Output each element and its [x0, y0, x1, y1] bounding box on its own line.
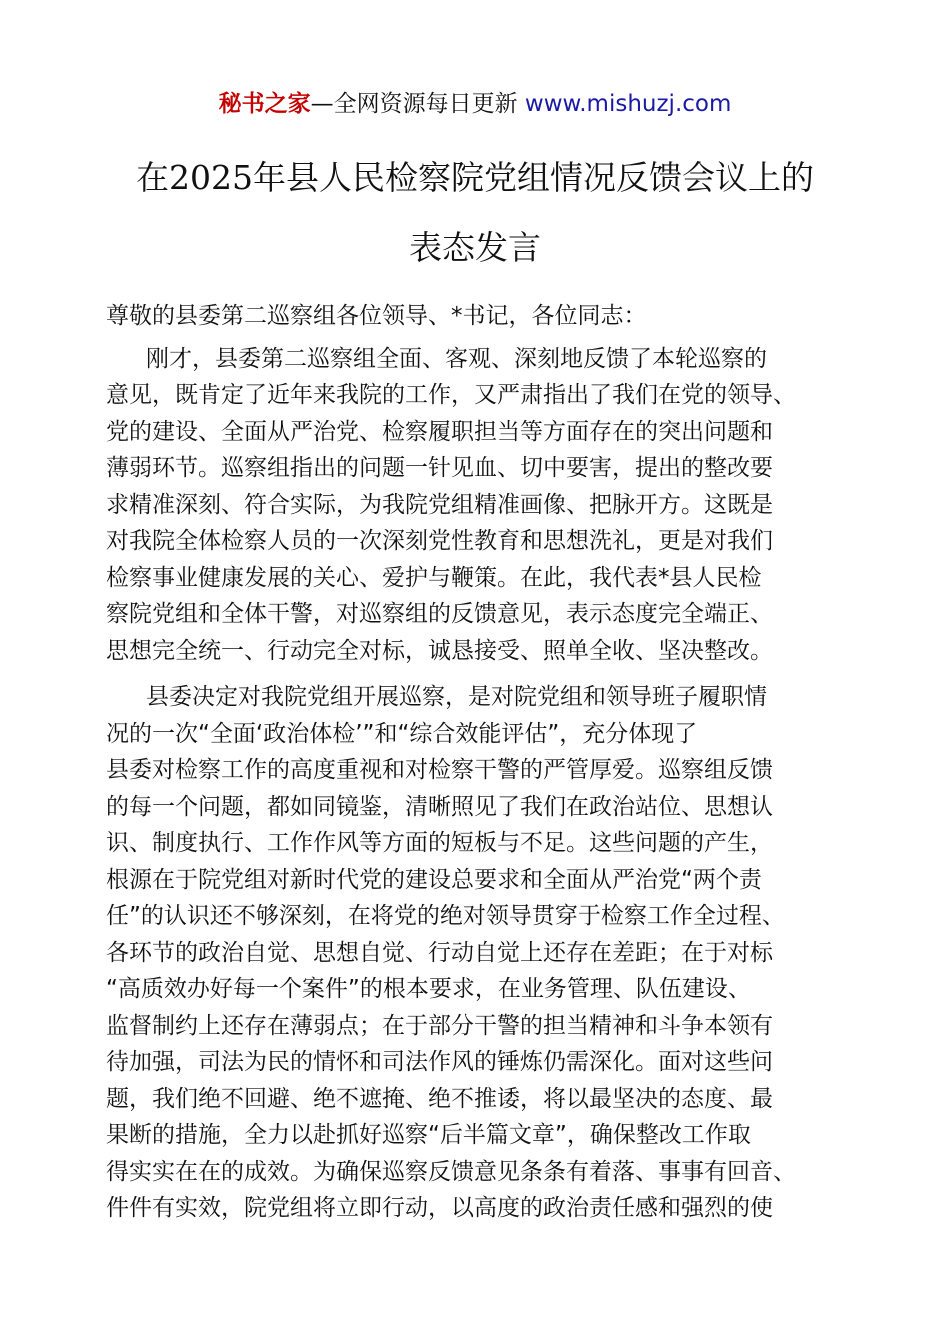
paragraph-2: [106, 679, 846, 1227]
paragraph-line: 监督制约上还存在薄弱点；在于部分干警的担当精神和斗争本领有: [106, 1012, 773, 1039]
site-header: [0, 88, 950, 120]
paragraph-line: 各环节的政治自觉、思想自觉、行动自觉上还存在差距；在于对标: [106, 939, 773, 966]
paragraph-line: 检察事业健康发展的关心、爱护与鞭策。在此，我代表*县人民检: [106, 564, 762, 591]
site-tagline: —全网资源每日更新: [310, 91, 525, 117]
paragraph-line: 题，我们绝不回避、绝不遮掩、绝不推诿，将以最坚决的态度、最: [106, 1085, 773, 1112]
paragraph-line: 得实实在在的成效。为确保巡察反馈意见条条有着落、事事有回音、: [106, 1158, 796, 1185]
paragraph-line: 根源在于院党组对新时代党的建设总要求和全面从严治党“两个责: [106, 866, 762, 893]
paragraph-line: 薄弱环节。巡察组指出的问题一针见血、切中要害，提出的整改要: [106, 455, 773, 481]
paragraph-line: 县委决定对我院党组开展巡察，是对院党组和领导班子履职情: [146, 684, 767, 710]
paragraph-1: [106, 341, 846, 670]
document-body: [106, 298, 846, 1227]
paragraph-line: 对我院全体检察人员的一次深刻党性教育和思想洗礼，更是对我们: [106, 528, 773, 554]
paragraph-line: 况的一次“全面‘政治体检’”和“综合效能评估”，充分体现了: [106, 720, 698, 747]
paragraph-line: 察院党组和全体干警，对巡察组的反馈意见，表示态度完全端正、: [106, 601, 773, 627]
site-url-link[interactable]: www.mishuzj.com: [524, 91, 732, 117]
site-brand: 秘书之家: [218, 91, 311, 117]
paragraph-line: 识、制度执行、工作作风等方面的短板与不足。这些问题的产生，: [106, 830, 773, 856]
paragraph-line: 待加强，司法为民的情怀和司法作风的锤炼仍需深化。面对这些问: [106, 1049, 773, 1075]
paragraph-line: 的每一个问题，都如同镜鉴，清晰照见了我们在政治站位、思想认: [106, 793, 773, 820]
document-title-line-2: 表态发言: [409, 228, 541, 267]
paragraph-line: 思想完全统一、行动完全对标，诚恳接受、照单全收、坚决整改。: [106, 637, 773, 664]
paragraph-line: 党的建设、全面从严治党、检察履职担当等方面存在的突出问题和: [106, 418, 773, 445]
paragraph-line: 果断的措施，全力以赴抓好巡察“后半篇文章”，确保整改工作取: [106, 1122, 751, 1148]
paragraph-line: 求精准深刻、符合实际，为我院党组精准画像、把脉开方。这既是: [106, 491, 773, 518]
paragraph-line: “高质效办好每一个案件”的根本要求，在业务管理、队伍建设、: [106, 976, 751, 1002]
paragraph-line: 县委对检察工作的高度重视和对检察干警的严管厚爱。巡察组反馈: [106, 757, 773, 783]
paragraph-line: 意见，既肯定了近年来我院的工作，又严肃指出了我们在党的领导、: [106, 382, 796, 408]
paragraph-line: 件件有实效，院党组将立即行动，以高度的政治责任感和强烈的使: [106, 1195, 773, 1221]
paragraph-line: 任”的认识还不够深刻，在将党的绝对领导贯穿于检察工作全过程、: [106, 903, 785, 929]
document-title-line-1: 在2025年县人民检察院党组情况反馈会议上的: [136, 158, 814, 197]
salutation: 尊敬的县委第二巡察组各位领导、*书记，各位同志：: [106, 303, 647, 329]
paragraph-line: 刚才，县委第二巡察组全面、客观、深刻地反馈了本轮巡察的: [146, 345, 767, 372]
